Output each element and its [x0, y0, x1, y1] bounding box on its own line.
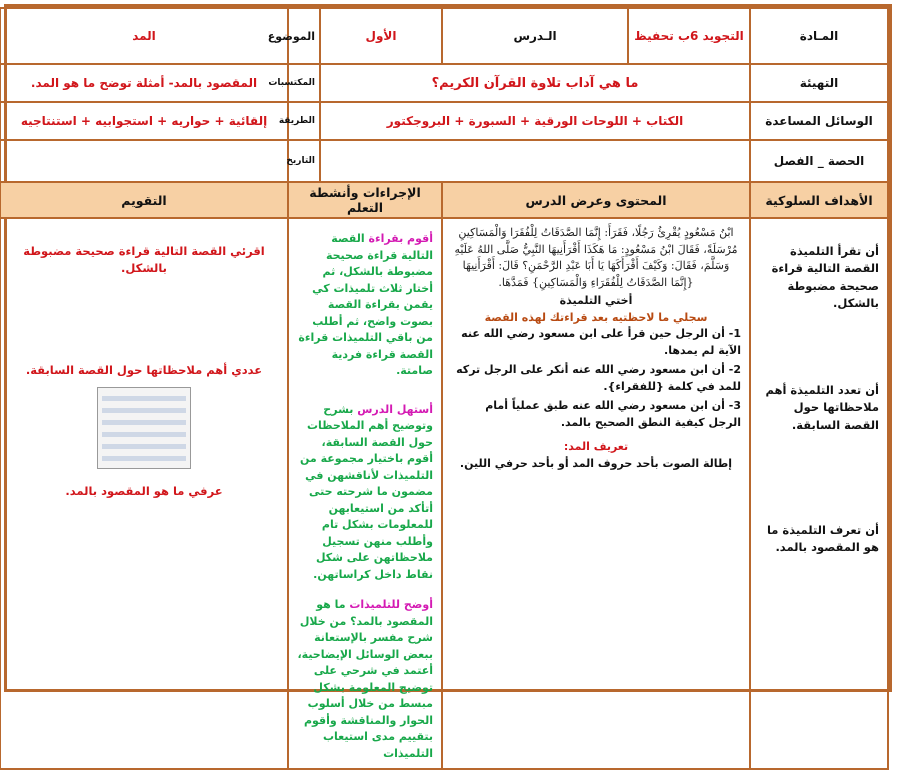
story-text: ابْنُ مَسْعُودٍ يُقْرِئُ رَجُلًا، فَقَرَأَ: إِنَّمَا الصَّدَقَاتُ لِلْفُقَرَا وَالْمَسَاكِينِ مُرْسَلَةً، فَقَالَ ابْنُ مَسْعُودٍ: مَا هَكَذَا أَقْرَأَنِيهَا النَّبِيُّ صَلَّى اللهُ عَلَيْهِ وَسَلَّمَ، فَقَالَ: وَكَيْفَ أَقْرَأَكَهَا يَا أَبَا عَبْدِ الرَّحْمَنِ؟ قَالَ: أَقْرَأَنِيهَا {إِنَّمَا الصَّدَقَاتُ لِلْفُقَرَاءِ وَالْمَسَاكِينِ} فَمَدَّهَا. — [454, 226, 738, 289]
topic-label: الموضوع — [288, 8, 320, 64]
date-value — [0, 140, 288, 182]
evaluation-cell — [0, 218, 288, 769]
objectives-header: الأهداف السلوكية — [750, 182, 888, 218]
procedures-cell — [288, 218, 442, 769]
aids-label: الوسائل المساعدة — [750, 102, 888, 140]
procedures-header: الإجراءات وأنشطة التعلم — [288, 182, 442, 218]
list-item: 3- أن ابن مسعود رضي الله عنه طبق عملياً أمام الرجل كيفية النطق الصحيح بالمد. — [485, 399, 741, 429]
intro-label: التهيئة — [750, 64, 888, 102]
content-cell — [442, 218, 750, 769]
subject-label: المـادة — [750, 8, 888, 64]
procedure-text: القصة التالية قراءة صحيحة مضبوطة بالشكل، ثم أختار ثلاث تلميذات كي يقمن بقراءة القصة بصوت واضح، ثم أطلب من باقي التلميذات قراءة القصة قراءة فردية صامتة. — [298, 232, 433, 377]
objective-item: أن تعدد التلميذة أهم ملاحظاتها حول القصة السابقة. — [765, 383, 879, 432]
info-row-period — [0, 140, 888, 182]
info-row-subject — [0, 8, 888, 64]
objectives-cell — [750, 218, 888, 769]
procedure-lead: أوضح للتلميذات — [349, 598, 433, 611]
info-row-intro — [0, 64, 888, 102]
lesson-body-row — [0, 218, 888, 769]
date-label: التاريخ — [288, 140, 320, 182]
method-label: الطريقة — [288, 102, 320, 140]
period-value — [320, 140, 750, 182]
aids-value: الكتاب + اللوحات الورقية + السبورة + البروجكتور — [320, 102, 750, 140]
record-heading: سجلي ما لاحظتيه بعد قراءتك لهذه القصة — [484, 310, 708, 324]
list-item: 2- أن ابن مسعود رضي الله عنه أنكر على الرجل تركه للمد في كلمة {للفقراء}. — [456, 363, 741, 393]
procedure-text: شرح مفسر بالإستعانة ببعض الوسائل الإيضاحية، أعتمد في شرحي على توضيح المعلومة بشكل مبسط من خلال أسلوب الحوار والمناقشة وأقوم بتقييم مدى استيعاب التلميذات — [297, 631, 433, 760]
info-row-aids — [0, 102, 888, 140]
subject-value: التجويد 6ب تحفيظ — [628, 8, 750, 64]
procedure-text: بشرح وتوضيح أهم الملاحظات حول القصة السابقة، أقوم باختيار مجموعة من التلميذات لأناقشهن في مضمون ما شرحته حتى أتأكد من استيعابهن للمعلومات بشكل تام وأطلب منهن تسجيل ملاحظاتهن على شكل نقاط داخل كراساتهن. — [300, 402, 433, 581]
procedure-question: ما هو المقصود بالمد؟ من خلال — [299, 598, 433, 628]
definition-title: تعريف المد: — [563, 440, 629, 453]
notes-list — [451, 326, 741, 431]
objective-item: أن تعرف التلميذة ما هو المقصود بالمد. — [766, 522, 879, 554]
evaluation-item: عرفي ما هو المقصود بالمد. — [65, 483, 223, 498]
skills-label: المكتسبات — [288, 64, 320, 102]
definition-text: إطالة الصوت بأحد حروف المد أو بأحد حرفي اللين. — [459, 456, 733, 470]
section-header-row — [0, 182, 888, 218]
procedure-lead: أقوم بقراءة — [368, 232, 433, 245]
intro-value: ما هي آداب تلاوة القرآن الكريم؟ — [320, 64, 750, 102]
topic-value: المد — [0, 8, 288, 64]
skills-value: المقصود بالمد- أمثلة توضح ما هو المد. — [0, 64, 288, 102]
period-label: الحصة _ الفصل — [750, 140, 888, 182]
worksheet-thumbnail — [97, 387, 191, 469]
list-item: 1- أن الرجل حين قرأ على ابن مسعود رضي الله عنه الآية لم يمدها. — [461, 327, 741, 357]
content-header: المحتوى وعرض الدرس — [442, 182, 750, 218]
evaluation-item: اقرئي القصة التالية قراءة صحيحة مضبوطة بالشكل. — [23, 244, 265, 276]
evaluation-item: عددي أهم ملاحظاتها حول القصة السابقة. — [25, 362, 263, 377]
method-value: إلقائية + حواريه + استجوابيه + استنتاجيه — [0, 102, 288, 140]
procedure-lead: أستهل الدرس — [357, 402, 433, 416]
lesson-plan-table — [4, 4, 892, 760]
objective-item: أن تقرأ التلميذة القصة التالية قراءة صحيحة مضبوطة بالشكل. — [771, 244, 879, 310]
sister-label: أختي التلميذة — [559, 294, 633, 307]
lesson-value: الأول — [320, 8, 442, 64]
evaluation-header: التقويم — [0, 182, 288, 218]
lesson-label: الـدرس — [442, 8, 628, 64]
